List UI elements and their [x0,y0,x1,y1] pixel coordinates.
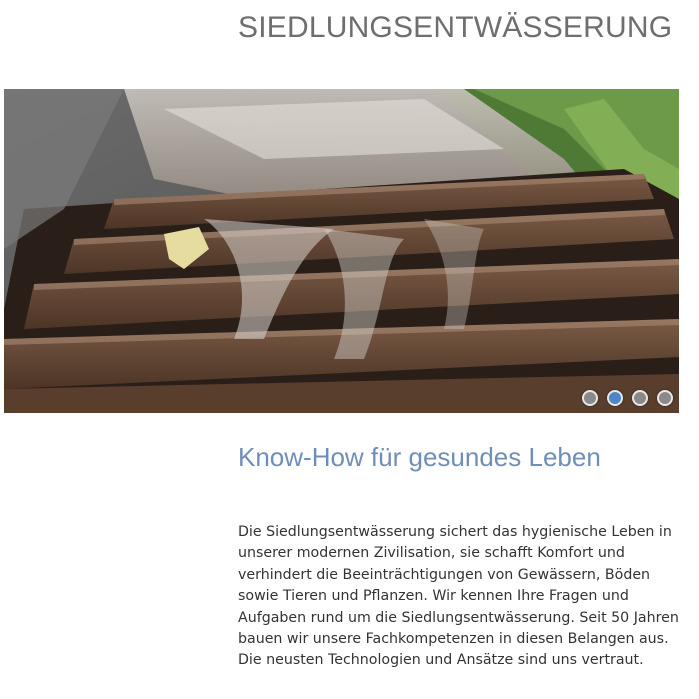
intro-paragraph: Die Siedlungsentwässerung sichert das hygienische Leben in unserer modernen Zivilisation, sie schafft Komfort und verhindert die Beeinträchtigungen von Gewässern, Böden sowie Tieren und Pflanzen. Wir kennen Ihre Fragen und Aufgaben rund um die Siedlungsentwässerung. Seit 50 Jahren bauen wir unsere Fachkompetenzen in diesen Belangen aus. Die neusten Technologien und Ansätze sind uns vertraut. [238,524,679,669]
storm-drain-image [4,89,679,413]
slider-dot-3[interactable] [632,390,648,406]
page-title: SIEDLUNGSENTWÄSSERUNG [238,11,673,44]
slider-pagination [582,390,673,406]
hero-slider[interactable] [4,89,679,413]
slider-dot-1[interactable] [582,390,598,406]
slider-dot-4[interactable] [657,390,673,406]
section-heading: Know-How für gesundes Leben [238,442,601,472]
slider-dot-2[interactable] [607,390,623,406]
